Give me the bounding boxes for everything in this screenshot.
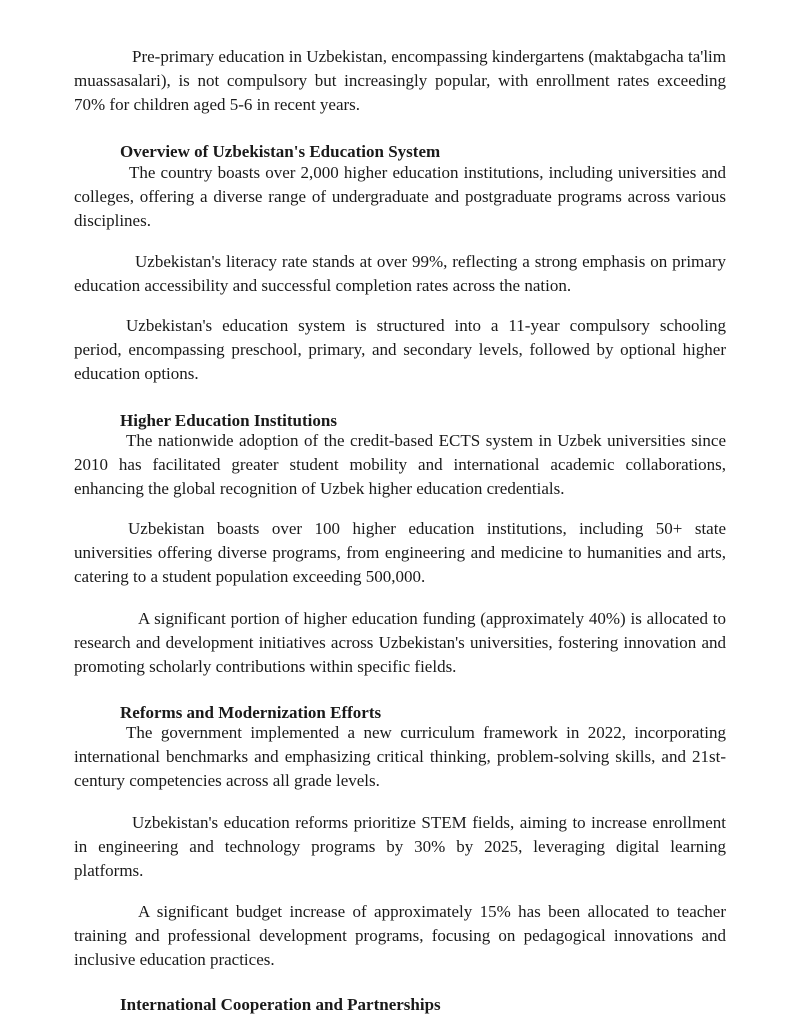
heading-international: International Cooperation and Partnerships	[120, 995, 441, 1014]
paragraph-overview-3	[74, 314, 726, 386]
paragraph-reforms-1	[74, 721, 726, 793]
paragraph-text: The country boasts over 2,000 higher education institutions, including universities and colleges, offering a diverse range of undergraduate and postgraduate programs across various disciplines.	[74, 163, 726, 230]
heading-higher-education: Higher Education Institutions	[120, 411, 337, 430]
paragraph-text: Uzbekistan's literacy rate stands at over 99%, reflecting a strong emphasis on primary education accessibility and successful completion rates across the nation.	[74, 252, 726, 295]
paragraph-higher-2	[74, 517, 726, 589]
paragraph-reforms-2	[74, 811, 726, 883]
paragraph-reforms-3	[74, 900, 726, 972]
paragraph-text: The government implemented a new curriculum framework in 2022, incorporating international benchmarks and emphasizing critical thinking, problem-solving skills, and 21st-century competencies across all grade levels.	[74, 723, 726, 790]
paragraph-overview-1	[74, 161, 726, 233]
paragraph-intro	[74, 45, 726, 117]
paragraph-text: The nationwide adoption of the credit-based ECTS system in Uzbek universities since 2010 has facilitated greater student mobility and international academic collaborations, enhancing the global recognition of Uzbek higher education credentials.	[74, 431, 726, 498]
paragraph-overview-2	[74, 250, 726, 298]
paragraph-text: Uzbekistan's education system is structured into a 11-year compulsory schooling period, encompassing preschool, primary, and secondary levels, followed by optional higher education options.	[74, 316, 726, 383]
paragraph-text: Uzbekistan's education reforms prioritize STEM fields, aiming to increase enrollment in engineering and technology programs by 30% by 2025, leveraging digital learning platforms.	[74, 813, 726, 880]
paragraph-text: A significant portion of higher education funding (approximately 40%) is allocated to research and development initiatives across Uzbekistan's universities, fostering innovation and promoting scholarly contributions within specific fields.	[74, 609, 726, 676]
paragraph-text: Pre-primary education in Uzbekistan, encompassing kindergartens (maktabgacha ta'lim muassasalari), is not compulsory but increasingly popular, with enrollment rates exceeding 70% for children aged 5-6 in recent years.	[74, 47, 726, 114]
paragraph-text: Uzbekistan boasts over 100 higher education institutions, including 50+ state universities offering diverse programs, from engineering and medicine to humanities and arts, catering to a student population exceeding 500,000.	[74, 519, 726, 586]
paragraph-higher-1	[74, 429, 726, 501]
paragraph-text: A significant budget increase of approximately 15% has been allocated to teacher training and professional development programs, focusing on pedagogical innovations and inclusive education practices.	[74, 902, 726, 969]
heading-reforms: Reforms and Modernization Efforts	[120, 703, 382, 722]
paragraph-higher-3	[74, 607, 726, 679]
heading-overview: Overview of Uzbekistan's Education System	[120, 142, 441, 161]
